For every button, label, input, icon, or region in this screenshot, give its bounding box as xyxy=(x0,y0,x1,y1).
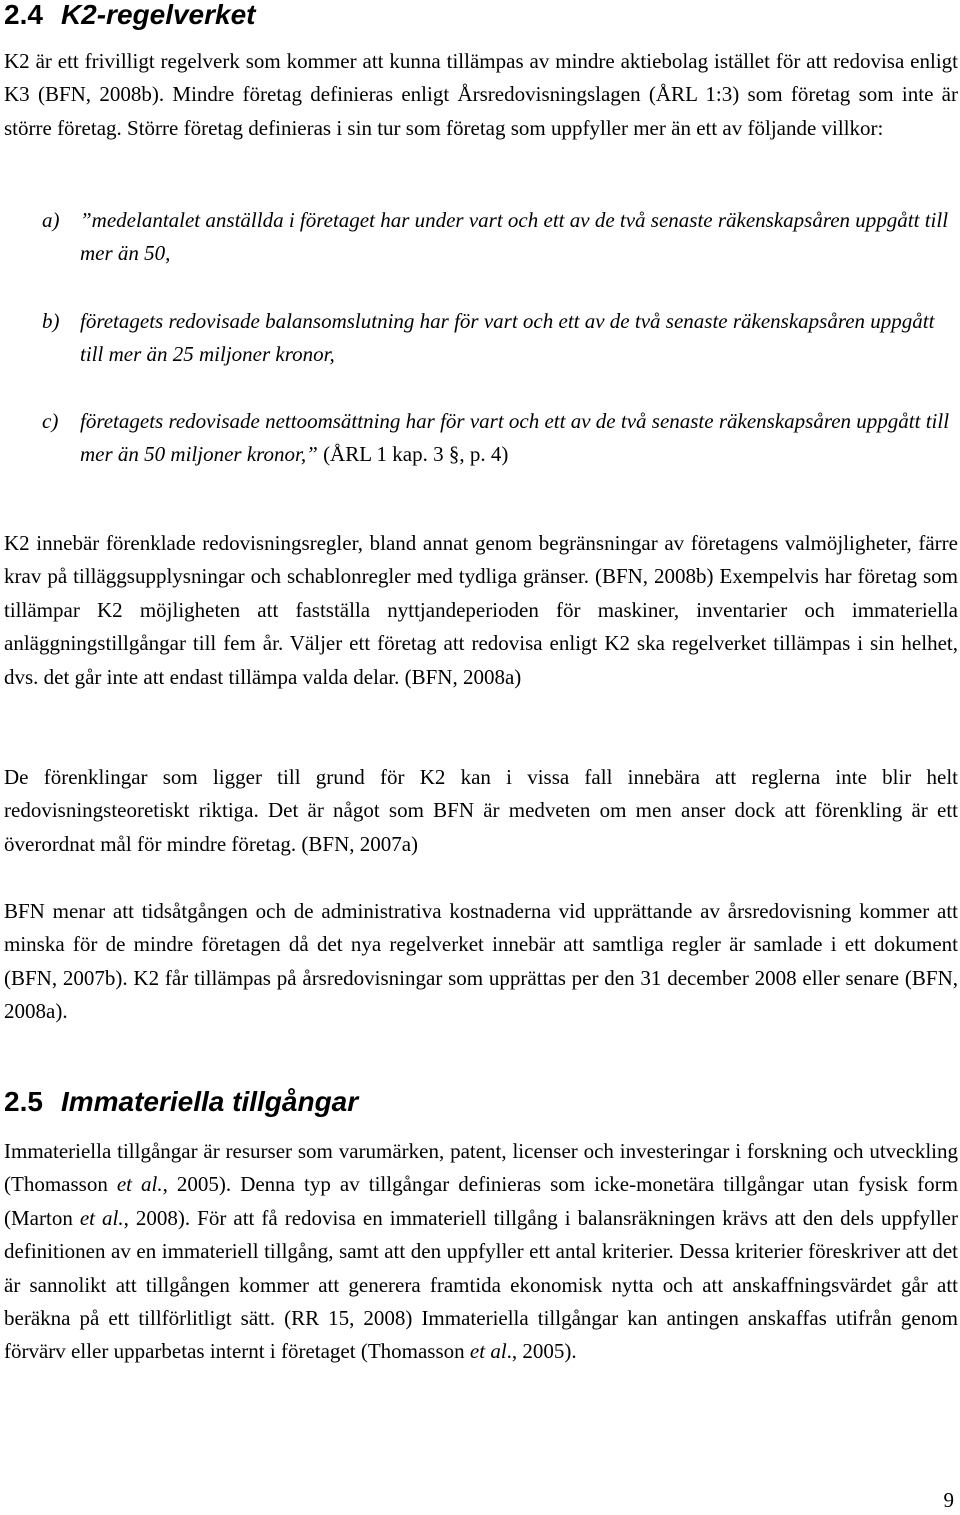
list-text-wrapper xyxy=(80,405,958,472)
page-number: 9 xyxy=(943,1488,954,1512)
text-run: , 2005). Denna typ av tillgångar definieras som icke-monetära tillgångar utan fysisk form (Marton xyxy=(4,1172,958,1230)
text-run: , 2008). För att få redovisa en immateriell tillgång i balansräkningen krävs att den dels uppfyller definitionen av en immateriell tillgång, samt att den uppfyller ett antal kriterier. Dessa kriterier föreskriver att det är sannolikt att tillgången kommer att generera framtida ekonomisk nytta och att anskaffningsvärdet går att beräkna på ett tillförlitligt sätt. (RR 15, 2008) Immateriella tillgångar kan antingen anskaffas utifrån genom förvärv eller upparbetas internt i företaget (Thomasson xyxy=(4,1205,958,1364)
paragraph-k2-costs: BFN menar att tidsåtgången och de administrativa kostnaderna vid upprättande av årsredovisning kommer att minska för de mindre företagen då det nya regelverket innebär att samtliga regler är samlade i ett dokument (BFN, 2007b). K2 får tillämpas på årsredovisningar som upprättas per den 31 december 2008 eller senare (BFN, 2008a). xyxy=(4,899,958,1024)
section-heading-2-5 xyxy=(4,1087,358,1117)
list-text: företagets redovisade balansomslutning har för vart och ett av de två senaste räkenskapsåren uppgått till mer än 25 miljoner kronor, xyxy=(80,309,935,367)
list-label: c) xyxy=(42,409,59,433)
section-title: Immateriella tillgångar xyxy=(60,1086,359,1117)
list-label: b) xyxy=(42,309,60,333)
list-text: ”medelantalet anställda i företaget har under vart och ett av de två senaste räkenskapsåren uppgått till mer än 50, xyxy=(80,208,949,266)
section-heading-2-4 xyxy=(4,0,256,30)
section-number: 2.4 xyxy=(4,0,43,30)
paragraph-k2-intro: K2 är ett frivilligt regelverk som kommer att kunna tillämpas av mindre aktiebolag istället för att redovisa enligt K3 (BFN, 2008b). Mindre företag definieras enligt Årsredovisningslagen (ÅRL 1:3) som företag som inte är större företag. Större företag definieras i sin tur som företag som uppfyller mer än ett av följande villkor: xyxy=(4,49,958,140)
section-title: K2-regelverket xyxy=(60,0,256,30)
paragraph-intangible-assets xyxy=(4,1135,958,1369)
text-run: ., 2005). xyxy=(506,1339,577,1364)
section-number: 2.5 xyxy=(4,1086,43,1117)
et-al-italic: et al. xyxy=(79,1205,124,1230)
list-text: företagets redovisade nettoomsättning har för vart och ett av de två senaste räkenskapsåren uppgått till mer än 50 miljoner kronor,” xyxy=(80,409,950,467)
et-al-italic: et al xyxy=(469,1339,507,1364)
paragraph-k2-simplifications: De förenklingar som ligger till grund för K2 kan i vissa fall innebära att reglerna inte blir helt redovisningsteoretiskt riktiga. Det är något som BFN är medveten om men anser dock att förenkling är ett överordnat mål för mindre företag. (BFN, 2007a) xyxy=(4,765,958,856)
text-run: Immateriella tillgångar är resurser som varumärken, patent, licenser och investeringar i forskning och utveckling (Thomasson xyxy=(4,1139,958,1197)
paragraph-k2-simplified-rules: K2 innebär förenklade redovisningsregler, bland annat genom begränsningar av företagens valmöjligheter, färre krav på tilläggsupplysningar och schablonregler med tydliga gränser. (BFN, 2008b) Exempelvis har företag som tillämpar K2 möjligheten att fastställa nyttjandeperioden för maskiner, inventarier och immateriella anläggningstillgångar till fem år. Väljer ett företag att redovisa enligt K2 ska regelverket tillämpas i sin helhet, dvs. det går inte att endast tillämpa valda delar. (BFN, 2008a) xyxy=(4,531,958,689)
list-label: a) xyxy=(42,208,60,232)
legal-citation: (ÅRL 1 kap. 3 §, p. 4) xyxy=(323,442,509,467)
et-al-italic: et al. xyxy=(116,1172,163,1197)
